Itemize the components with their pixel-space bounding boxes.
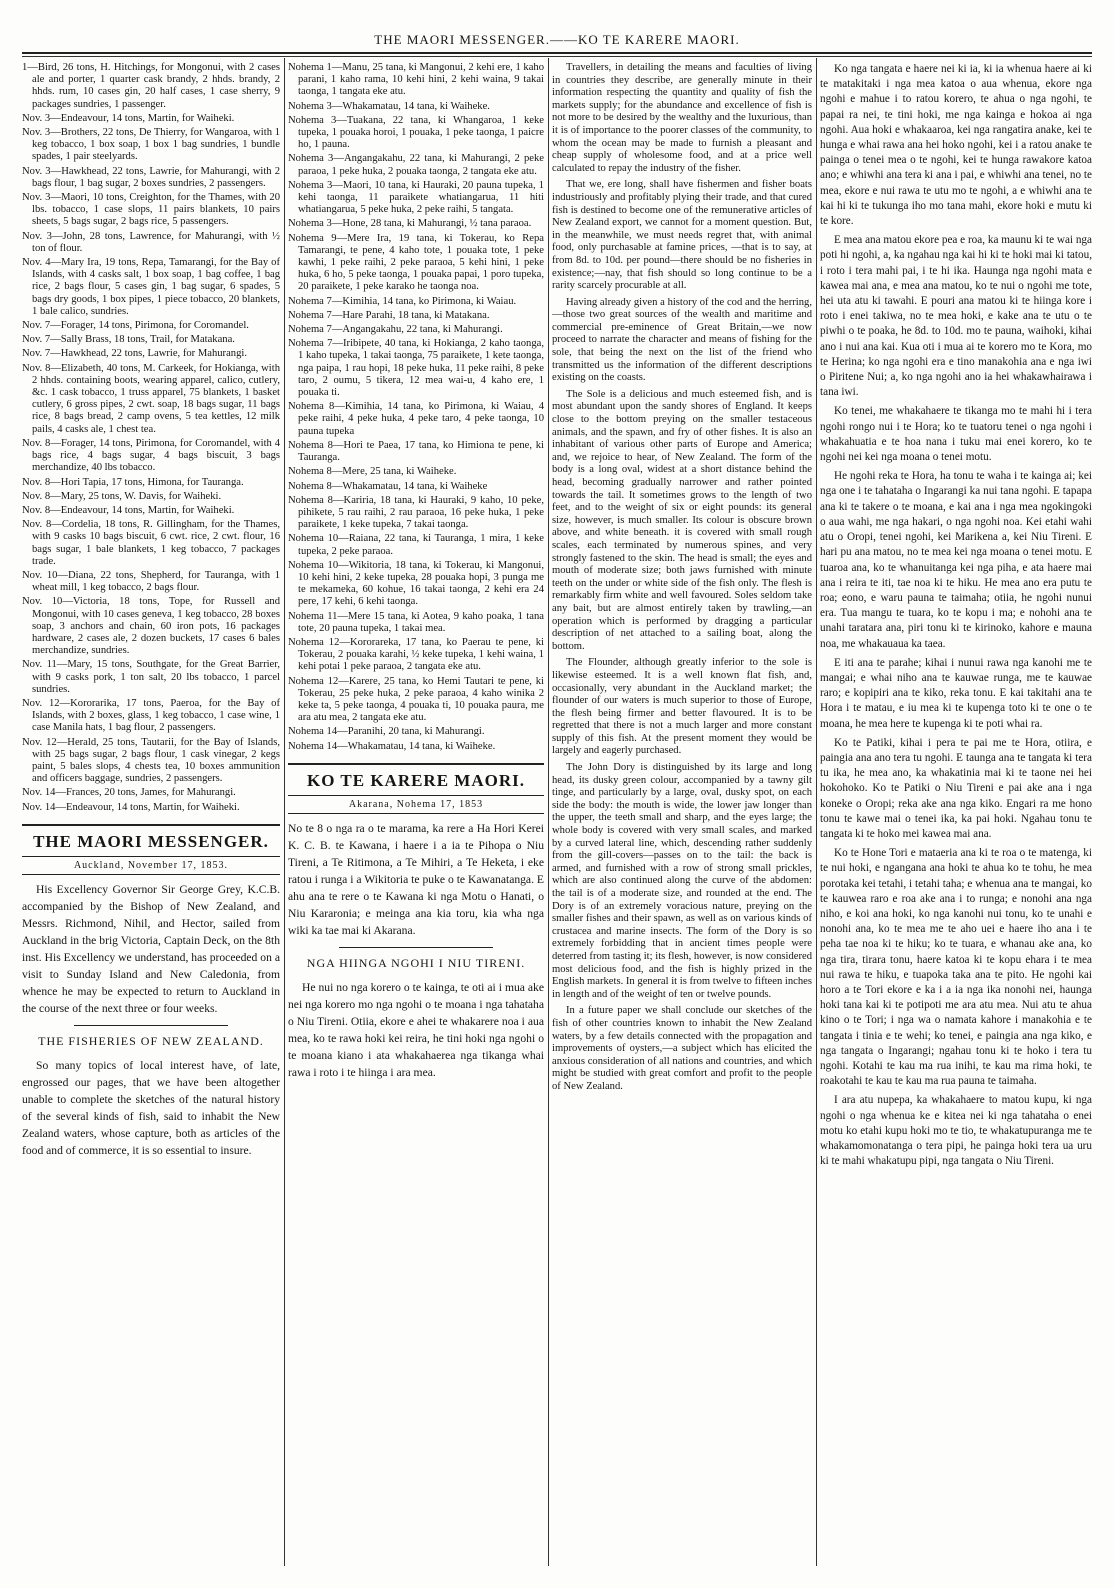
article-paragraph: The Flounder, although greatly inferior to the sole is likewise esteemed. It is a well known flat fish, and, occasionally, very abundant in the Auckland market; the flounder of our waters is much superior to those of Europe, the flesh being firmer and better flavoured. It is to be regretted that there is not a much larger and more constant supply of this fish. At the present moment they would be largely and eagerly purchased.: [552, 657, 812, 757]
shipping-entry: Nohema 8—Whakamatau, 14 tana, ki Waiheke: [288, 480, 488, 492]
shipping-entry: Nov. 7—Forager, 14 tons, Pirimona, for Coromandel.: [22, 320, 249, 332]
article-paragraph: Ko te Hone Tori e mataeria ana ki te roa o te matenga, ki te nui hoki, e ngangana ana hoki te ahua ko te tohu, he mea porotaka kei tetahi, i tetahi taha; e whenua ana te mangai, ko te kauwea raro e roa ake ana i to runga; e nonohi ana nga niho, e koi ana hoki, ko nga kanohi nui tonu, ko te unahi e nonohi ana, ko te mea me te aho uei e haere iho ana i te peha tae noa ki te hiku; ko te tuara, e whanau ake ana, ko nga tira, tirara tonu, haere katoa ki te kopu ehara i te mea nui rawa te hiku, e tuapoka taka ana te pito. He ngohi kai horo a te Tori ekore e ka i a ia nga ika nonohi nei, haunga hoki tana kai ki te potipoti me ara atu mea. Nui atu te ahua kino o te Tori; i nga wa o namata kahore i manakohia e te tangata i tinia e te wehi; ko tenei, e paingia ana nga kiko, e nga tangata o Ingarangi; ngahau tonu ki te hoko i tera tu ngohi. Kotahi te kau ma rua inihi, te kau ma rima hoki, te roakotahi te kau te kau ma rua pauna te taimaha.: [820, 847, 1092, 1088]
shipping-entry: Nov. 8—Elizabeth, 40 tons, M. Carkeek, for Hokianga, with 2 hhds. containing boots, wearing apparel, calico, cutlery, &c. 1 cask tobacco, 1 truss apparel, 75 blankets, 1 basket cutlery, 6 gross pipes, 2 cwt. soap, 18 bags sugar, 11 bags rice, 8 bags bread, 2 camp ovens, 5 tea kettles, 12 milk pails, 4 casks ale, 1 chest tea.: [22, 362, 280, 435]
shipping-entry: Nov. 11—Mary, 15 tons, Southgate, for the Great Barrier, with 9 casks pork, 1 ton salt, 20 lbs tobacco, 1 parcel sundries.: [22, 659, 280, 695]
article-paragraph: Ko te Patiki, kihai i pera te pai me te Hora, otiira, e paingia ana ano tera tu ngohi. E taunga ana te tangata ki tera tu ika, he mea ano, ka whakatinia mai ki te taone nei hei hokohoko. Ko te Patiki o Niu Tireni e pai ake ana i nga koneke o Oropi; reka ake ana nga kiko. Engari ra me hono tonu te kawe mai o tenei ika, ka pai hoki. Ngahau tonu te tangata ki te hoko mei kawea mai ana.: [820, 736, 1092, 840]
shipping-entry: Nohema 3—Hone, 28 tana, ki Mahurangi, ½ tana paraoa.: [288, 218, 532, 230]
shipping-list: [288, 62, 544, 753]
shipping-entry: Nohema 12—Kororareka, 17 tana, ko Paerau te pene, ki Tokerau, 2 pouaka karahi, ½ keke tupeka, 1 kehi waina, 1 kehi potai 1 peke paraoa, 2 tangata eke atu.: [288, 636, 544, 673]
article-paragraph: Travellers, in detailing the means and faculties of living in countries they describe, are generally minute in their information respecting the quantity and quality of fish the markets supply; for the abundance and excellence of fish is not more to be desired by the wealthy and the luxurious, than it is of importance to the poorer classes of the community, to whom the ocean may be made to furnish a pleasant and cheap supply of wholesome food, and at a price well calculated to repay the industry of the fisher.: [552, 62, 812, 174]
article-paragraph: E iti ana te parahe; kihai i nunui rawa nga kanohi me te mangai; e whai niho ana te kauwae runga, me te kauwae raro; e kopipiri ana te kiko, reka tonu. E kai takitahi ana te Hora i te matau, e iu mea ki te kupenga toto ki te one o te moana, he mea here te kupenga ki te poti whai ra.: [820, 656, 1092, 730]
article-body: [820, 62, 1092, 1169]
shipping-entry: Nov. 8—Hori Tapia, 17 tons, Himona, for Tauranga.: [22, 476, 244, 488]
shipping-list: [22, 62, 280, 814]
shipping-entry: Nov. 12—Herald, 25 tons, Tautarii, for the Bay of Islands, with 25 bags sugar, 2 bags flour, 1 cask vinegar, 2 kegs paint, 5 bales slops, 4 chests tea, 10 boxes ammunition and officers baggage, sundries, 2 passengers.: [22, 736, 280, 785]
article-body: [552, 62, 812, 1094]
shipping-entry: Nov. 14—Frances, 20 tons, James, for Mahurangi.: [22, 787, 236, 799]
shipping-entry: Nov. 3—Endeavour, 14 tons, Martin, for Waiheki.: [22, 112, 235, 124]
column-divider: [548, 58, 549, 1566]
article-paragraph: I ara atu nupepa, ka whakahaere to matou kupu, ki nga ngohi o nga whenua ke e kitea nei ki nga tahataha o enei motu ko etahi kupu hoki mo te tio, te whakatupuranga me te whakamomonatanga o tera pipi, he painga hoki tera ua uru ki te mahi whakatupu pipi, nga tangata o Niu Tireni.: [820, 1094, 1092, 1168]
shipping-entry: Nov. 3—Maori, 10 tons, Creighton, for the Thames, with 20 lbs. tobacco, 1 case slops, 11 pairs blankets, 10 pairs sheets, 5 bags sugar, 2 bags rice, 5 passengers.: [22, 192, 280, 228]
shipping-entry: Nohema 14—Whakamatau, 14 tana, ki Waiheke.: [288, 740, 496, 752]
shipping-entry: Nov. 12—Kororarika, 17 tons, Paeroa, for the Bay of Islands, with 2 boxes, glass, 1 keg tobacco, 1 case wine, 1 case Manila hats, 1 bag flour, 2 passengers.: [22, 697, 280, 734]
shipping-entry: Nohema 7—Kimihia, 14 tana, ko Pirimona, ki Waiau.: [288, 295, 517, 307]
article-paragraph: Having already given a history of the cod and the herring,—those two great sources of the wealth and maritime and commercial pre-eminence of Great Britain,—we now proceed to narrate the character and means of fishing for the sole, that being the next on the list of the friend who transmitted us the information of the different descriptions existing on the coasts.: [552, 296, 812, 384]
maori-masthead: [288, 763, 544, 796]
running-title: THE MAORI MESSENGER.——KO TE KARERE MAORI.: [374, 32, 740, 47]
shipping-entry: 1—Bird, 26 tons, H. Hitchings, for Mongonui, with 2 cases ale and porter, 1 quarter cask brandy, 2 hhds. brandy, 2 hhds. rum, 10 cases gin, 20 half cases, 1 case sherry, 9 packages sundries, 1 passenger.: [22, 62, 280, 110]
english-masthead: [22, 824, 280, 857]
shipping-entry: Nohema 3—Maori, 10 tana, ki Hauraki, 20 pauna tupeka, 1 kehi taonga, 11 paraikete whatiangaruа, 11 hiti whatiangarua, 5 peke huka, 2 peke raihi, 5 tangata.: [288, 179, 544, 216]
shipping-entry: Nov. 7—Hawkhead, 22 tons, Lawrie, for Mahurangi.: [22, 348, 247, 360]
news-paragraph: No te 8 o nga ra o te marama, ka rere a Ha Hori Kerei K. C. B. te Kawana, i haere i a ia te Pihopa o Niu Tireni, a Te Ritimona, a Te Mihiri, a Te Heketa, i eke ratou i runga i a Wikitoria te puke o te Kawanatanga. E ahu ana te rere o te Kawana ki nga Motu o Hanati, o Niu Kararonia; e meinga ana kia toru, kia wha nga wiki ka tae mai ki Akarana.: [288, 821, 544, 937]
shipping-entry: Nohema 8—Hori te Paea, 17 tana, ko Himiona te pene, ki Tauranga.: [288, 439, 544, 464]
column-maori-shipping: [288, 62, 544, 1562]
column-english-shipping: [22, 62, 280, 1562]
shipping-entry: Nohema 8—Mere, 25 tana, ki Waiheke.: [288, 466, 457, 478]
shipping-entry: Nohema 7—Hare Parahi, 18 tana, ki Matakana.: [288, 309, 490, 321]
shipping-entry: Nov. 8—Forager, 14 tons, Pirimona, for Coromandel, with 4 bags rice, 4 bags sugar, 4 bags biscuit, 3 bags merchandize, 40 lbs tobacco.: [22, 437, 280, 474]
column-divider: [816, 58, 817, 1566]
shipping-entry: Nov. 14—Endeavour, 14 tons, Martin, for Waiheki.: [22, 801, 240, 813]
header-rule: [22, 52, 1092, 54]
shipping-entry: Nohema 7—Iribipete, 40 tana, ki Hokianga, 2 kaho taonga, 1 kaho tupeka, 1 takai taonga, 75 paraikete, 1 kete taonga, nga paipa, 1 rau hopi, 18 peke huka, 11 peke raihi, 8 peke taro, 2 oumu, 5 tikera, 12 mea wai-u, 4 kaho ere, 1 pouaka ti.: [288, 338, 544, 399]
shipping-entry: Nohema 8—Kimihia, 14 tana, ko Pirimona, ki Waiau, 4 peke raihi, 4 peke huka, 4 peke taro, 4 peke taonga, 10 pauna tupeka: [288, 401, 544, 437]
shipping-entry: Nov. 8—Cordelia, 18 tons, R. Gillingham, for the Thames, with 9 casks 10 bags biscuit, 6 cwt. rice, 2 cwt. flour, 16 bags sugar, 1 bale blankets, 1 keg tobacco, 7 packages trade.: [22, 519, 280, 567]
shipping-entry: Nohema 12—Karere, 25 tana, ko Hemi Tautari te pene, ki Tokerau, 25 peke huka, 2 peke paraoa, 4 kaho winika 2 keke ta, 5 peke taonga, 4 pouaka ti, 10 pouaka paura, me ara atu mea, 2 tangata eke atu.: [288, 675, 544, 724]
header-rule-thin: [22, 56, 1092, 57]
section-divider: [339, 947, 493, 948]
section-divider: [74, 1025, 229, 1026]
column-fisheries-maori: [820, 62, 1092, 1562]
shipping-entry: Nov. 8—Mary, 25 tons, W. Davis, for Waiheki.: [22, 490, 222, 502]
shipping-entry: Nohema 1—Manu, 25 tana, ki Mangonui, 2 kehi ere, 1 kaho parani, 1 kaho rama, 10 kehi hini, 2 kehi waina, 9 takai taonga, 1 tangata eke atu.: [288, 62, 544, 98]
shipping-entry: Nov. 3—Brothers, 22 tons, De Thierry, for Wangaroa, with 1 keg tobacco, 1 box soap, 1 box 1 bag sundries, 1 bundle spades, 1 pair steelyards.: [22, 127, 280, 163]
shipping-entry: Nov. 10—Victoria, 18 tons, Tope, for Russell and Mongonui, with 10 cases geneva, 1 keg tobacco, 28 boxes soap, 3 anchors and chain, 60 iron pots, 16 packages hardware, 2 cases ale, 2 dozen buckets, 17 cases 6 bales merchandize, sundries.: [22, 596, 280, 657]
shipping-entry: Nov. 8—Endeavour, 14 tons, Martin, for Waiheki.: [22, 504, 235, 516]
shipping-entry: Nohema 3—Angangakahu, 22 tana, ki Mahurangi, 2 peke paraoa, 1 peke huka, 2 pouaka taonga, 2 tangata eke atu.: [288, 153, 544, 177]
article-paragraph: E mea ana matou ekore pea e roa, ka maunu ki te wai nga poti hi ngohi, a, ka ngahau nga kai hi ki te hoki mai ki tatou, i roto i tera mahi pai, i te hi ika. Haunga nga ngohi mata e kawea mai ana, e mea ana matou, ko te nui o ngohi me tote, hei uta atu ki tawahi. E pouri ana matou ki te hiinga kore i roto i enei takiwa, no te mea hoki, e kake ana te utu o te piwhi o te poaka, he 8d. to 10d. mo te pauna, waihoki, kihai ano i nui ana kai. Kua oti i mua ai te korero mo te Kora, mo te Herina; ko nga ngohi era e tino manakohia ana e nga iwi o Piritene Nui; a, ko nga ngohi ano ia hei whakawhairawa i tana iwi.: [820, 234, 1092, 399]
article-paragraph: Ko nga tangata e haere nei ki ia, ki ia whenua haere ai ki te matakitaki i nga mea katoa o aua whenua, ekore nga ngohi e mahue i to ratou korero, te ahua o nga ngohi, te papai ra nei, te tini hoki, me nga kainga e hokoa ai nga ngohi. Aua hoki e whakaaroa, kei nga rangatira anake, kei te hunga e whai rawa ana hei hoko ngohi, kei i a ratou anake te painga o tenei mea o te ngohi, kei te hunga rawakore katoa ano; e whiwhi ana tera ki ana i pai, e whiwhi ana tenei, no te mea, ekore e nui rawa te utu mo te ngohi, a e whiwhi ana te kai hi ki te tukunga iho mo tana mahi, ekore hoki e mutu ki te kore.: [820, 63, 1092, 228]
shipping-entry: Nohema 10—Wikitoria, 18 tana, ki Tokerau, ki Mangonui, 10 kehi hini, 2 keke tupeka, 28 pouaka hopi, 3 punga me te mekameka, 60 kohue, 16 takai taonga, 2 kehi era 24 pere, 17 kehi, 6 kehi taonga.: [288, 559, 544, 608]
shipping-entry: Nohema 7—Angangakahu, 22 tana, ki Mahurangi.: [288, 324, 503, 336]
shipping-entry: Nohema 3—Whakamatau, 14 tana, ki Waiheke.: [288, 100, 490, 112]
masthead-title: KO TE KARERE MAORI.: [307, 770, 525, 790]
shipping-entry: Nohema 14—Paranihi, 20 tana, ki Mahurangi.: [288, 726, 485, 738]
shipping-entry: Nov. 7—Sally Brass, 18 tons, Trail, for Matakana.: [22, 334, 235, 346]
shipping-entry: Nov. 4—Mary Ira, 19 tons, Repa, Tamarangi, for the Bay of Islands, with 4 casks salt, 1 box soap, 1 bag coffee, 1 bag rice, 2 bags flour, 5 cases gin, 1 bag sugar, 6 spades, 5 bags dry goods, 1 box pipes, 1 piece tobacco, 20 blankets, 1 bale calico, sundries.: [22, 257, 280, 317]
article-paragraph: He ngohi reka te Hora, ha tonu te waha i te kainga ai; kei nga one i te tahataha o Ingarangi ka nui tana ngohi. E tapapa ana ki te takere o te moana, e kai ana i nga mea ngokingoki o aua wahi, me nga hakari, o nga ngohi noa. Kei etahi wahi atu o Oropi, tenei ngohi, kei Marikena a, kei Niu Tireni. E hari pu ana matou, no te mea kei nga moana o tenei motu. E tuaroa ana, ko te whanuitanga kei nga piha, e ata haere mai ana i reira te iti, tae noa ki te hiku. He mea ano era putu te roa; eono, e waru pauna te taimaha; otiia, he ngohi nunui era. Tua mangu te tuara, ko te kopu i ma; e nohohi ana te unahi taratara ana, piri tonu ki te kirinoko, kahore e mauna noa, me whakauaua ka taea.: [820, 470, 1092, 650]
shipping-entry: Nohema 9—Mere Ira, 19 tana, ki Tokerau, ko Repa Tamarangi, te pene, 4 kaho tote, 1 pouaka tote, 1 peke kawhi, 1 peke raihi, 2 peke paraoa, 5 kehi hini, 1 peke huka, 6 ho, 5 peke taonga, 1 pouaka papai, 1 poro tupeka, 20 paraikete, 1 peke karako he taonga noa.: [288, 232, 544, 293]
shipping-entry: Nohema 3—Tuakana, 22 tana, ki Whangaroa, 1 keke tupeka, 1 pouaka horoi, 1 pouaka, 1 peke taonga, 1 paicre ho, 1 pauna.: [288, 114, 544, 151]
dateline: Auckland, November 17, 1853.: [22, 857, 280, 875]
article-paragraph: In a future paper we shall conclude our sketches of the fish of other countries known to inhabit the New Zealand waters, by a few details connected with the propagation and improvements of oysters,—a subject which has elicited the anxious consideration of all nations and countries, and which might be studied with great comfort and profit to the people of New Zealand.: [552, 1005, 812, 1092]
dateline: Akarana, Nohema 17, 1853: [288, 796, 544, 814]
shipping-entry: Nohema 8—Kariria, 18 tana, ki Hauraki, 9 kaho, 10 peke, pihikete, 5 rau raihi, 2 rau paraoa, 16 peke huka, 1 peke paraikete, 1 keke tupeka, 7 takai taonga.: [288, 494, 544, 531]
news-paragraph: His Excellency Governor Sir George Grey, K.C.B. accompanied by the Bishop of New Zealand, and Messrs. Richmond, Nihil, and Hector, sailed from Auckland in the brig Victoria, Captain Deck, on the 8th inst. His Excellency we understand, has proceeded on a visit to Sunday Island and New Caledonia, from whence he may be expected to return to Auckland in the course of the next three or four weeks.: [22, 882, 280, 1015]
article-paragraph: The John Dory is distinguished by its large and long head, its dusky green colour, accompanied by a tawny gilt tinge, and particularly by a large, oval, dusky spot, on each side the body: the mouth is wide, the lower jaw longer than the upper, the teeth small and sharp, and the eyes large; the whole body is covered with very small scales, and marked by a curved lateral line, which, descending rather suddenly from the gill-covers—passes on to the tail: the back is armed, and furnished with a row of strong small prickles, which are also continued along the curve of the abdomen: the tail is of a moderate size, and rounded at the end. The Dory is of an extremely voracious nature, preying on the smaller fishes and their spawn, as well as on various kinds of crustacea and marine insects. The form of the Dory is so extremely forbidding that in ancient times people were deterred from tasting it; its flesh, however, is now considered most delicious food, and the fish is highly prized in the English markets. In general it is from twelve to fifteen inches in length and of the weight of ten or twelve pounds.: [552, 762, 812, 1000]
column-divider: [284, 58, 285, 1566]
article-paragraph: Ko tenei, me whakahaere te tikanga mo te mahi hi i tera ngohi rongo nui i te Hora; ko te tuatoru tenei o nga ngohi i whakahuatia e te hoa nana i tuku mai enei korero, ko te ngohi nei kei nga moana o tenei motu.: [820, 405, 1092, 464]
section-title: NGA HIINGA NGOHI I NIU TIRENI.: [306, 955, 526, 970]
article-paragraph: That we, ere long, shall have fishermen and fisher boats industriously and profitably plying their trade, and that cured fish is destined to become one of the remunerative articles of New Zealand export, we cannot for a moment question. But, in the meanwhile, we must needs regret that, with animal food, only purchasable at famine prices, —that is to say, at from 8d. to 10d. per pound—there should be no fisheries in existence;—nay, that fish should so long continue to be a rarity scarcely procurable at all.: [552, 179, 812, 292]
shipping-entry: Nov. 3—Hawkhead, 22 tons, Lawrie, for Mahurangi, with 2 bags flour, 1 bag sugar, 2 boxes sundries, 2 passengers.: [22, 165, 280, 189]
fisheries-intro: So many topics of local interest have, of late, engrossed our pages, that we have been altogether unable to complete the sketches of the natural history of the several kinds of fish, said to inhabit the New Zealand waters, whose capture, both as articles of the food and of commerce, it is so essential to insure.: [22, 1058, 280, 1157]
shipping-entry: Nov. 3—John, 28 tons, Lawrence, for Mahurangi, with ½ ton of flour.: [22, 230, 280, 254]
article-paragraph: The Sole is a delicious and much esteemed fish, and is most abundant upon the sandy shores of England. It keeps close to the bottom preying on the smaller testaceous animals, and the spawn, and fry of other fishes. It is also an inhabitant of various other parts of Europe and America; and, we rejoice to hear, of New Zealand. The form of the body is a long oval, widest at a short distance behind the head, becoming gradually narrower and rather pointed towards the tail. It sometimes grows to the length of two feet, and to the weight of six or eight pounds: its general size, however, is much smaller. Its colour is obscure brown above, and white beneath. it is covered with small rough scales, each terminated by numerous spines, and very strongly fastened to the skin. The head is small; the eyes and mouth of moderate size; both jaws furnished with minute teeth on the under or white side of the fish only. The flesh is remarkably firm white and well favoured. Soles seldom take any bait, but are almost entirely taken by trawling,—an operation which is performed by dragging a particular description of net attached to a sailing boat, along the bottom.: [552, 388, 812, 652]
column-fisheries-english: [552, 62, 812, 1562]
shipping-entry: Nohema 10—Raiana, 22 tana, ki Tauranga, 1 mira, 1 keke tupeka, 2 peke paraoa.: [288, 533, 544, 557]
shipping-entry: Nov. 10—Diana, 22 tons, Shepherd, for Tauranga, with 1 wheat mill, 1 keg tobacco, 2 bags flour.: [22, 569, 280, 594]
shipping-entry: Nohema 11—Mere 15 tana, ki Aotea, 9 kaho poaka, 1 tana tote, 20 pauna tupeka, 1 takai mea.: [288, 610, 544, 634]
masthead-title: THE MAORI MESSENGER.: [33, 831, 269, 851]
fisheries-intro: He nui no nga korero o te kainga, te oti ai i mua ake nei nga korero mo nga ngohi o te moana i nga tahataha o Niu Tireni. Otiia, ekore e ahei te whakarere noa i aua mea, ko te rawa hoki kei reira, he tini hoki nga ngohi o te moana kiano i ata whakahaerea nga tikanga whai rawa i roto i te hiinga i ara mea.: [288, 980, 544, 1079]
section-title: THE FISHERIES OF NEW ZEALAND.: [38, 1033, 264, 1048]
